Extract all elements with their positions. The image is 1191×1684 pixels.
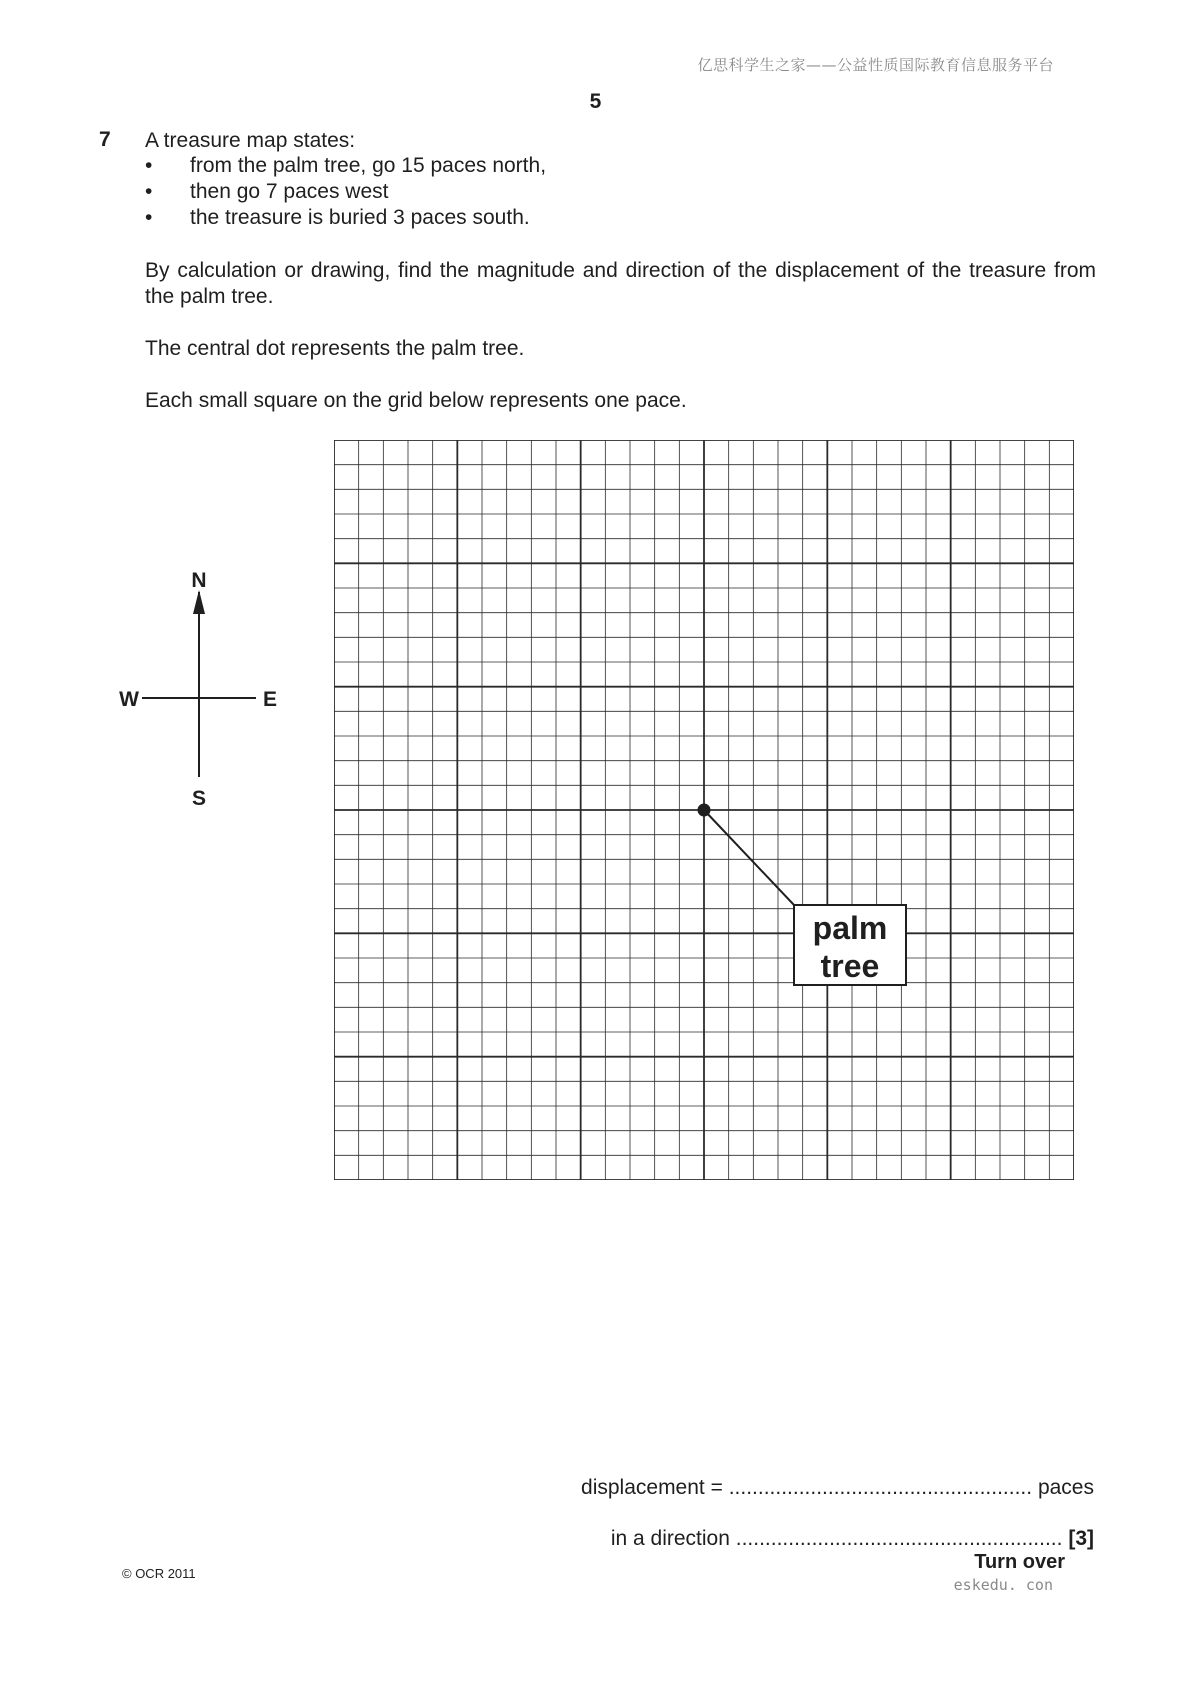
watermark-footer: eskedu. con (953, 1576, 1053, 1594)
compass-north-label: N (191, 569, 207, 592)
question-instructions: By calculation or drawing, find the magnitude and direction of the displacement of the treasure from the palm tree. (145, 259, 1096, 308)
bullet-text: from the palm tree, go 15 paces north, (190, 154, 547, 177)
displacement-answer-row (581, 1476, 1094, 1500)
direction-label: in a direction (610, 1527, 730, 1550)
compass-west-label: W (119, 688, 139, 711)
marks-badge: [3] (1068, 1527, 1094, 1550)
compass-south-label: S (191, 787, 207, 810)
direction-answer-field[interactable]: ........................................................ (735, 1527, 1063, 1550)
list-item (145, 205, 546, 231)
page-number: 5 (589, 90, 602, 113)
question-intro: A treasure map states: (145, 129, 356, 152)
displacement-answer-field[interactable]: .................................................... (728, 1476, 1033, 1499)
palm-tree-label-line-2: tree (820, 948, 880, 984)
palm-tree-label (794, 905, 906, 985)
turn-over-label: Turn over (974, 1551, 1065, 1573)
pace-grid[interactable] (334, 440, 1074, 1180)
palm-tree-label-line-1: palm (812, 910, 888, 946)
displacement-unit: paces (1037, 1476, 1094, 1499)
copyright-notice: © OCR 2011 (122, 1566, 196, 1581)
bullet-icon: • (145, 206, 153, 229)
compass-rose (100, 560, 300, 820)
bullet-text: the treasure is buried 3 paces south. (190, 206, 530, 229)
palm-tree-leader-line (704, 810, 794, 905)
instruction-list (145, 153, 546, 231)
watermark-header: 亿思科学生之家——公益性质国际教育信息服务平台 (697, 56, 1054, 74)
displacement-label: displacement = (581, 1476, 723, 1499)
palm-tree-dot (698, 804, 711, 817)
bullet-text: then go 7 paces west (190, 180, 389, 203)
direction-answer-row (611, 1527, 1094, 1551)
north-arrow-icon (193, 590, 205, 614)
grid-scale-note: Each small square on the grid below represents one pace. (145, 389, 687, 412)
palm-tree-note: The central dot represents the palm tree. (145, 337, 525, 360)
compass-east-label: E (262, 688, 278, 711)
bullet-icon: • (145, 180, 153, 203)
bullet-icon: • (145, 154, 153, 177)
list-item (145, 179, 546, 205)
question-number: 7 (99, 128, 111, 151)
list-item (145, 153, 546, 179)
